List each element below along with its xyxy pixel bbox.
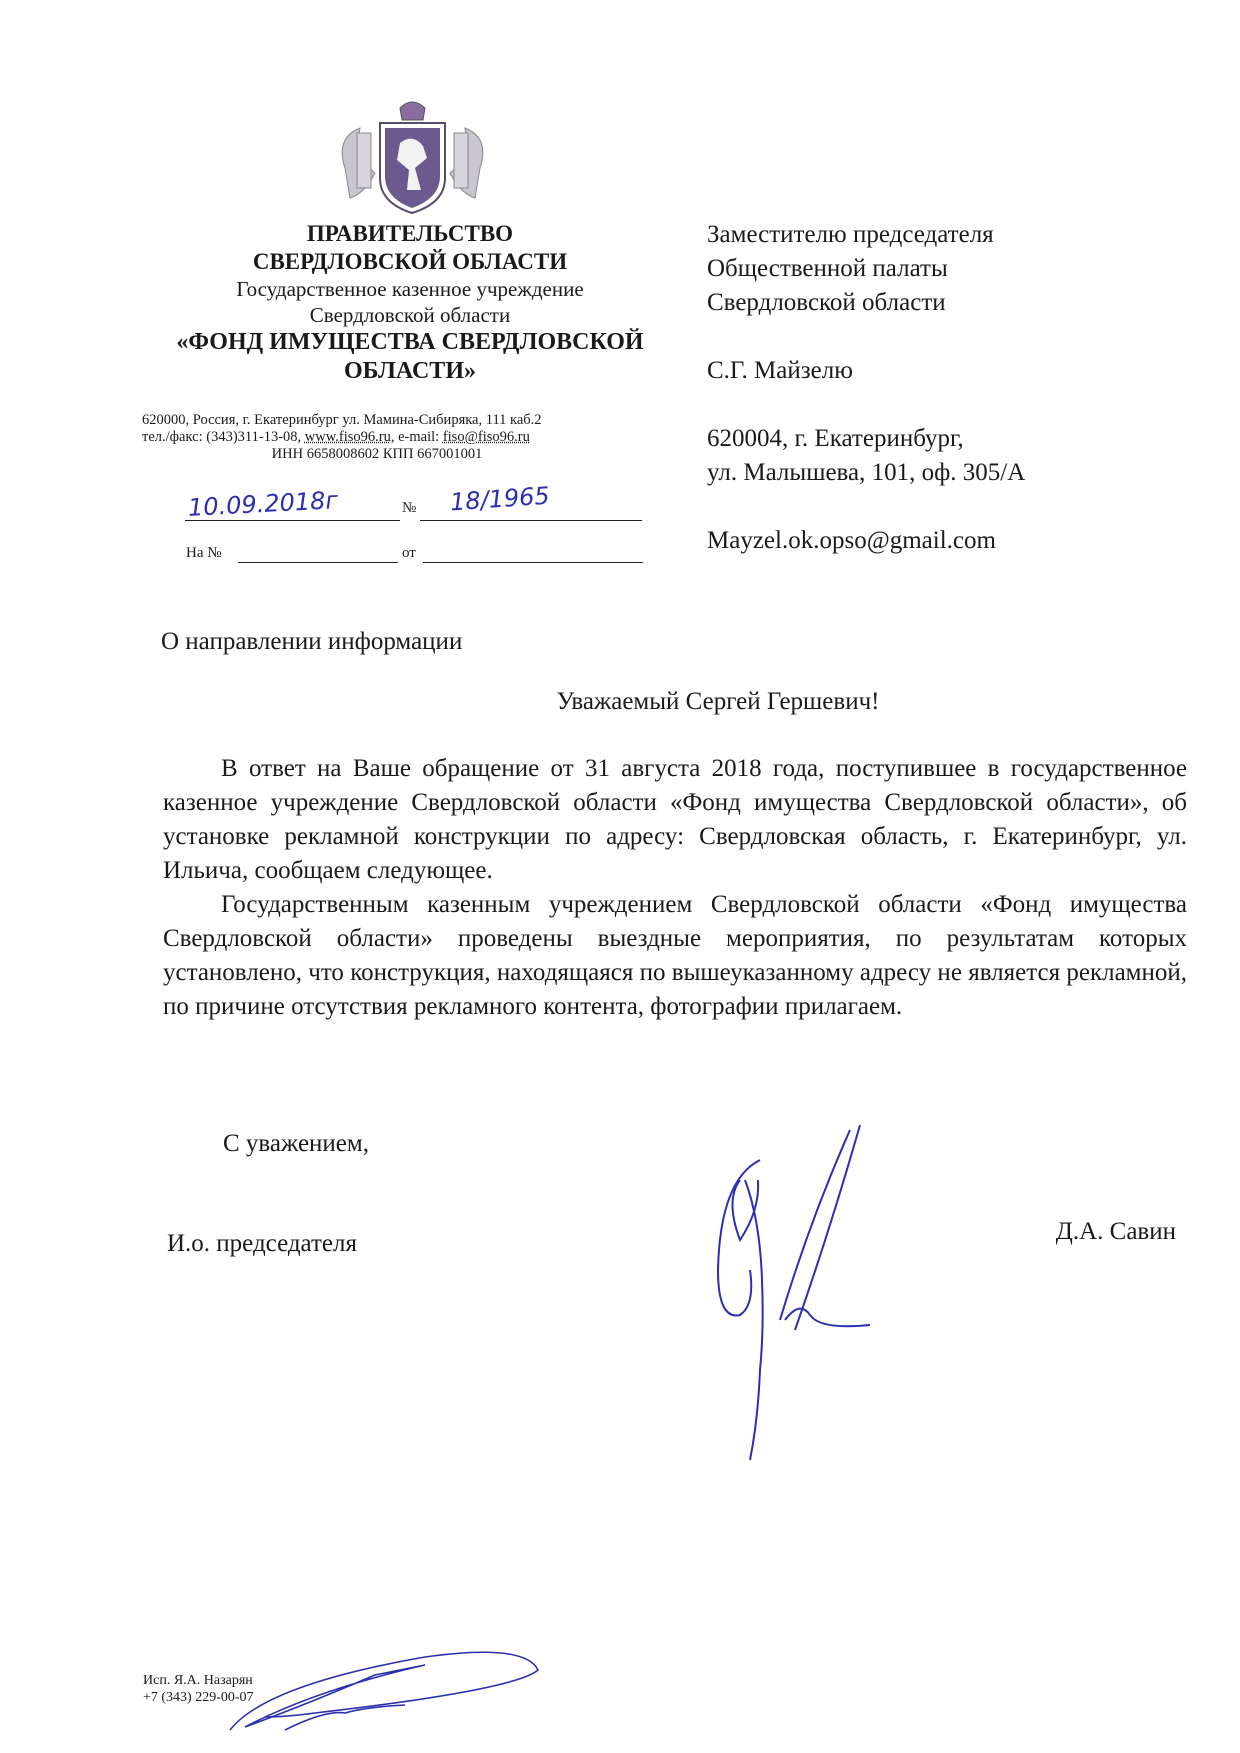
number-label: № <box>402 500 417 516</box>
addressee-address-1: 620004, г. Екатеринбург, <box>707 425 964 452</box>
addressee-line-1: Заместителю председателя <box>707 221 994 248</box>
closing: С уважением, <box>223 1130 369 1157</box>
signature <box>700 1120 900 1475</box>
org-address: 620000, Россия, г. Екатеринбург ул. Мамина-Сибиряка, 111 каб.2 <box>142 412 542 428</box>
email-link[interactable]: fiso@fiso96.ru <box>442 429 530 445</box>
inn-kpp: ИНН 6658008602 КПП 667001001 <box>271 446 483 462</box>
executor-name: Исп. Я.А. Назарян <box>143 1673 253 1688</box>
institution-line-2: Свердловской области <box>309 303 511 327</box>
phone-text: тел./факс: (343)311-13-08, <box>142 429 305 445</box>
addressee-line-2: Общественной палаты <box>707 255 948 282</box>
body-paragraph-2: Государственным казенным учреждением Свердловской области «Фонд имущества Свердловской области» проведены выездные мероприятия, по результатам которых установлено, что конструкция, находящаяся по вышеуказанному адресу не является рекламной, по причине отсутствия рекламного контента, фотографии прилагаем. <box>163 891 1187 1020</box>
from-label: от <box>402 545 416 561</box>
addressee-address-2: ул. Малышева, 101, оф. 305/А <box>707 459 1026 486</box>
letterhead-contacts <box>142 412 622 463</box>
org-contacts <box>142 429 622 446</box>
letterhead <box>150 220 670 386</box>
letter-date: 10.09.2018г <box>187 486 339 522</box>
letter-number: 18/1965 <box>449 481 551 517</box>
email-label: , e-mail: <box>390 429 443 445</box>
addressee-name: С.Г. Майзелю <box>707 357 853 384</box>
subject: О направлении информации <box>161 628 463 655</box>
greeting: Уважаемый Сергей Гершевич! <box>556 688 880 715</box>
fund-line-2: ОБЛАСТИ» <box>344 358 476 384</box>
website-link[interactable]: www.fiso96.ru <box>304 429 391 445</box>
addressee-line-3: Свердловской области <box>707 289 946 316</box>
gov-line-1: ПРАВИТЕЛЬСТВО <box>306 221 514 246</box>
signatory-name: Д.А. Савин <box>1055 1218 1176 1245</box>
executor-signature <box>225 1645 545 1740</box>
coat-of-arms-logo <box>335 98 490 220</box>
addressee-block <box>707 218 1025 558</box>
ref-label: На № <box>186 545 222 561</box>
body-paragraph-1: В ответ на Ваше обращение от 31 августа 2018 года, поступившее в государственное казенное учреждение Свердловской области «Фонд имущества Свердловской области», об установке рекламной конструкции по адресу: Свердловская область, г. Екатеринбург, ул. Ильича, сообщаем следующее. <box>163 755 1187 884</box>
signatory-position: И.о. председателя <box>167 1230 358 1257</box>
addressee-email: Mayzel.ok.opso@gmail.com <box>707 527 996 554</box>
fund-line-1: «ФОНД ИМУЩЕСТВА СВЕРДЛОВСКОЙ <box>176 329 644 355</box>
gov-line-2: СВЕРДЛОВСКОЙ ОБЛАСТИ <box>252 249 568 274</box>
institution-line-1: Государственное казенное учреждение <box>236 277 584 301</box>
letter-body <box>163 752 1187 1024</box>
executor-phone: +7 (343) 229-00-07 <box>143 1690 254 1705</box>
